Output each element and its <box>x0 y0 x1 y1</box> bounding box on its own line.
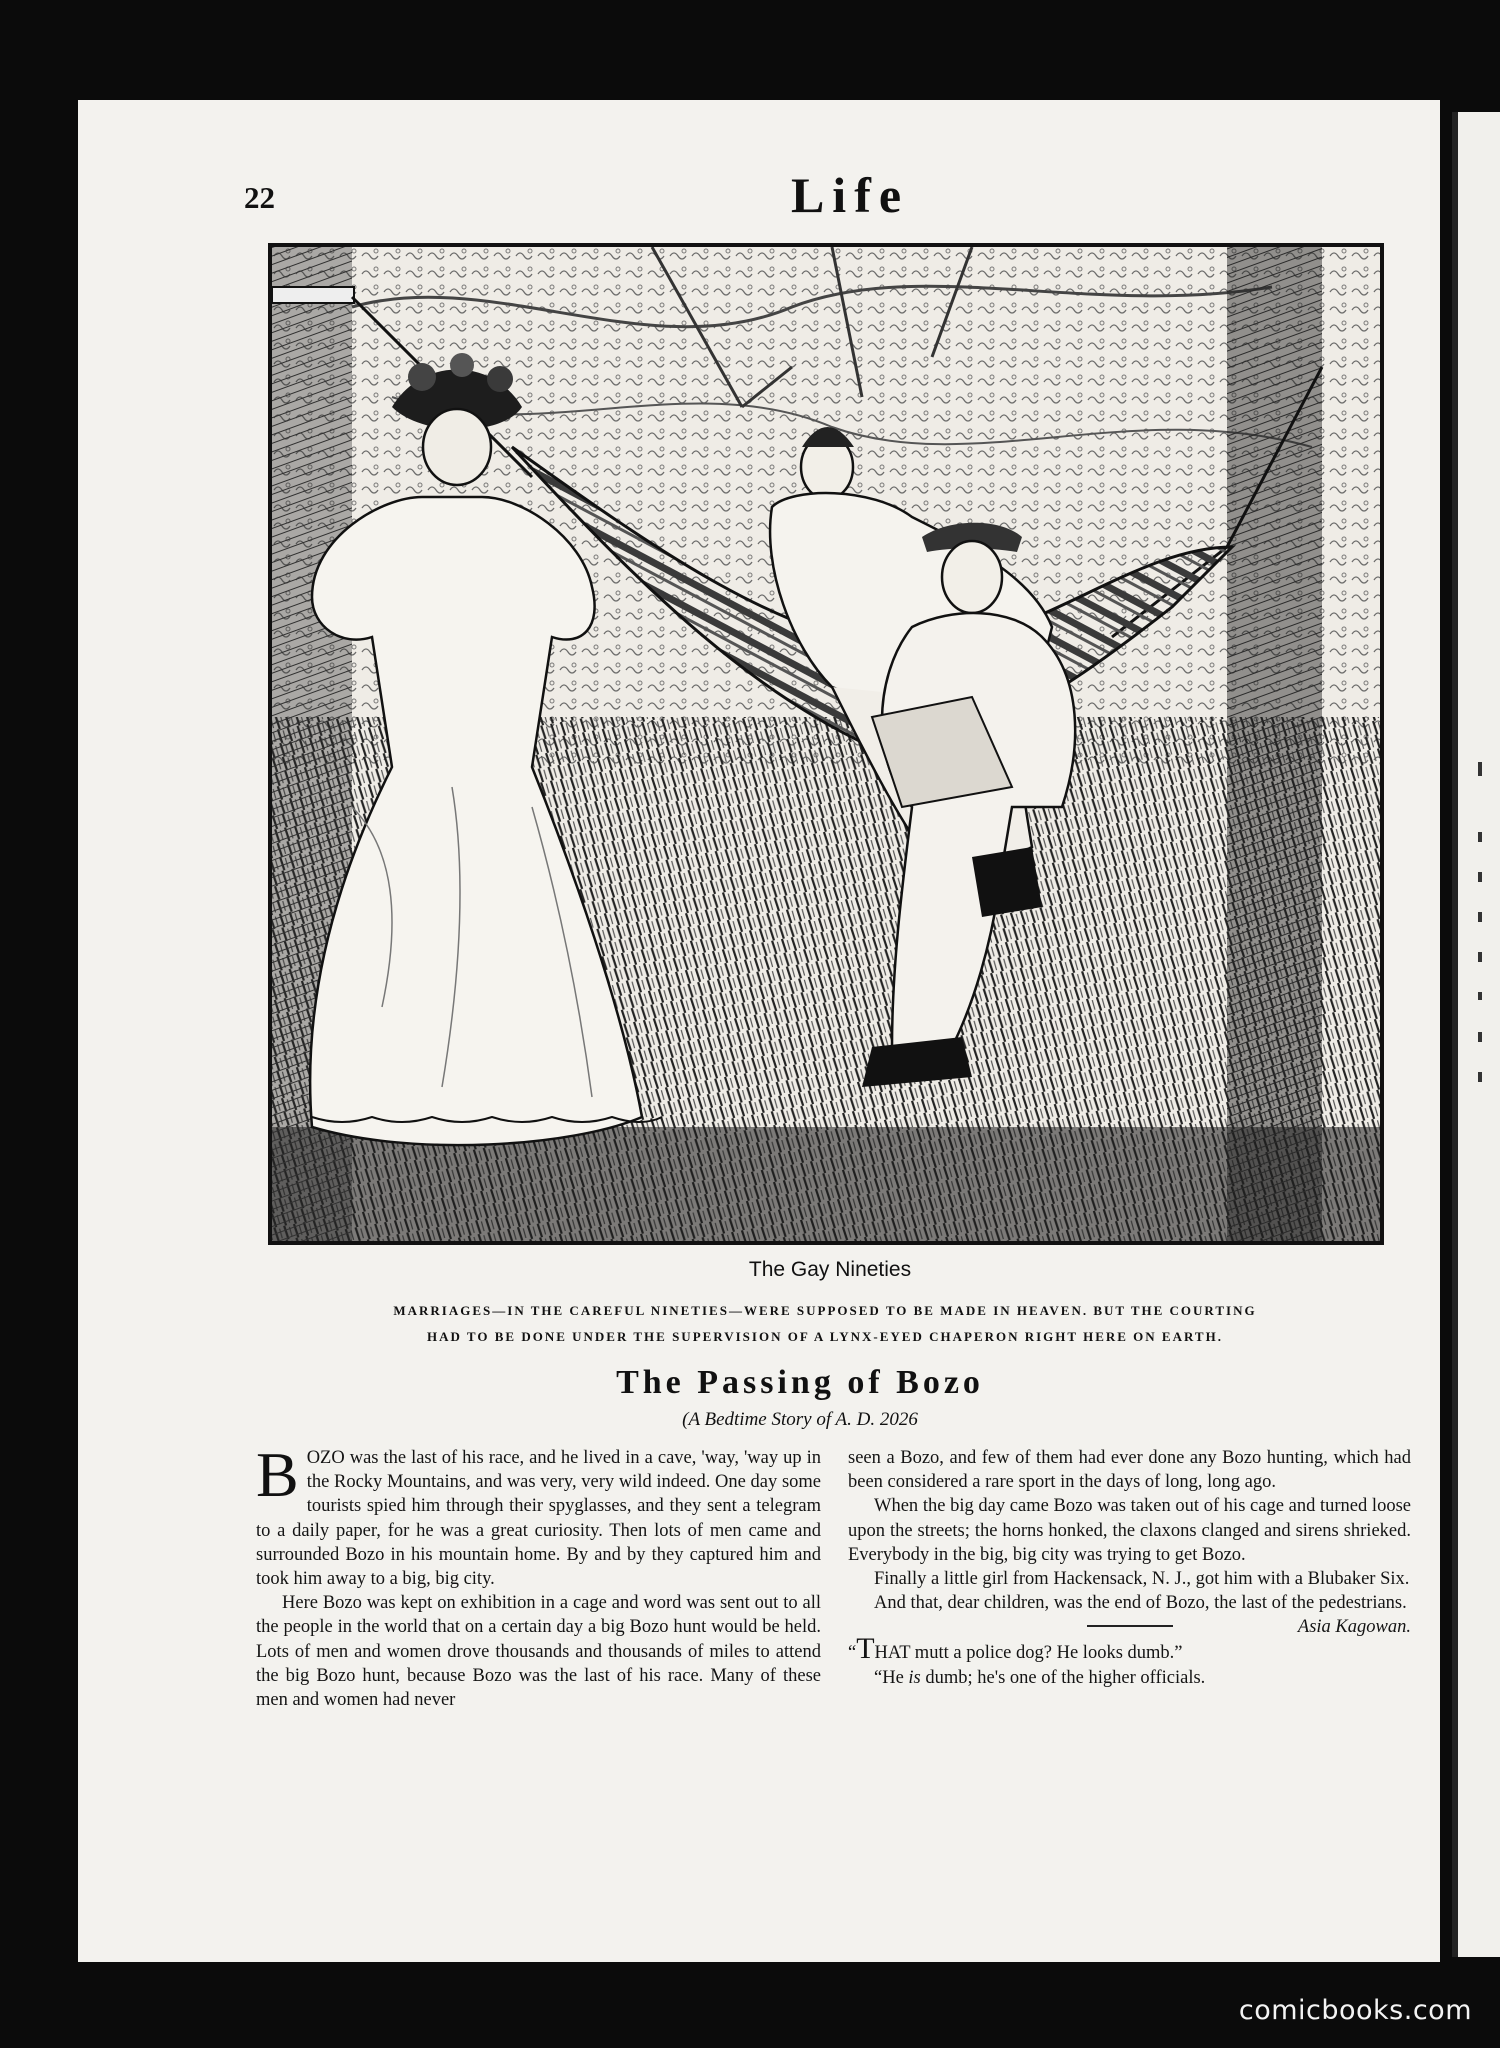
story-column-left <box>256 1439 821 1712</box>
caption-line-2: HAD TO BE DONE UNDER THE SUPERVISION OF A LYNX-EYED CHAPERON RIGHT HERE ON EARTH. <box>427 1329 1223 1344</box>
story-paragraph-5: And that, dear children, was the end of Bozo, the last of the pedestrians. Asia Kagowan. <box>848 1591 1411 1615</box>
story-paragraph-2-continued: seen a Bozo, and few of them had ever done any Bozo hunting, which had been considered a rare sport in the days of long, long ago. <box>848 1448 1411 1493</box>
drop-cap: B <box>256 1439 299 1510</box>
story-paragraph-1: BOZO was the last of his race, and he lived in a cave, 'way, 'way up in the Rocky Mountains, and was very, very wild indeed. One day some tourists spied him through their spyglasses, and they sent a telegram to a daily paper, for he was a great curiosity. Then lots of men came and surrounded Bozo in his mountain home. By and by they captured him and took him away to a big, big city. <box>256 1439 821 1590</box>
watermark: comicbooks.com <box>1238 1995 1472 2026</box>
joke-answer: “He is dumb; he's one of the higher officials. <box>874 1667 1206 1688</box>
next-page-edge <box>1452 112 1500 1957</box>
illustration-drawing <box>272 247 1380 1241</box>
story-paragraph-4: Finally a little girl from Hackensack, N. J., got him with a Blubaker Six. <box>874 1569 1410 1590</box>
joke-drop-cap: T <box>856 1632 875 1666</box>
magazine-masthead: Life <box>790 167 910 223</box>
story-column-right <box>848 1446 1411 1690</box>
illustration-caption <box>300 1298 1350 1350</box>
illustration-hammock-scene <box>268 243 1384 1245</box>
story-paragraph-3: When the big day came Bozo was taken out of his cage and turned loose upon the streets; the horns honked, the claxons clanged and sirens shrieked. Everybody in the big, big city was trying to get Bozo. <box>848 1496 1411 1565</box>
story-paragraph-2: Here Bozo was kept on exhibition in a cage and word was sent out to all the people in the world that on a certain day a big Bozo hunt would be held. Lots of men and women drove thousands and thousands of miles to attend the big Bozo hunt, because Bozo was the last of his race. Many of these men and women had never <box>256 1593 821 1711</box>
section-divider <box>1087 1625 1173 1627</box>
joke <box>848 1632 1411 1689</box>
story-subtitle: (A Bedtime Story of A. D. 2026 <box>682 1409 918 1430</box>
joke-question: “THAT mutt a police dog? He looks dumb.” <box>848 1632 1183 1666</box>
story-author: Asia Kagowan. <box>1297 1617 1411 1638</box>
page-number: 22 <box>244 180 275 215</box>
illustration-title: The Gay Nineties <box>748 1258 912 1281</box>
caption-line-1: MARRIAGES—IN THE CAREFUL NINETIES—WERE SUPPOSED TO BE MADE IN HEAVEN. BUT THE COURTING <box>393 1303 1257 1318</box>
story-title: The Passing of Bozo <box>616 1364 984 1401</box>
